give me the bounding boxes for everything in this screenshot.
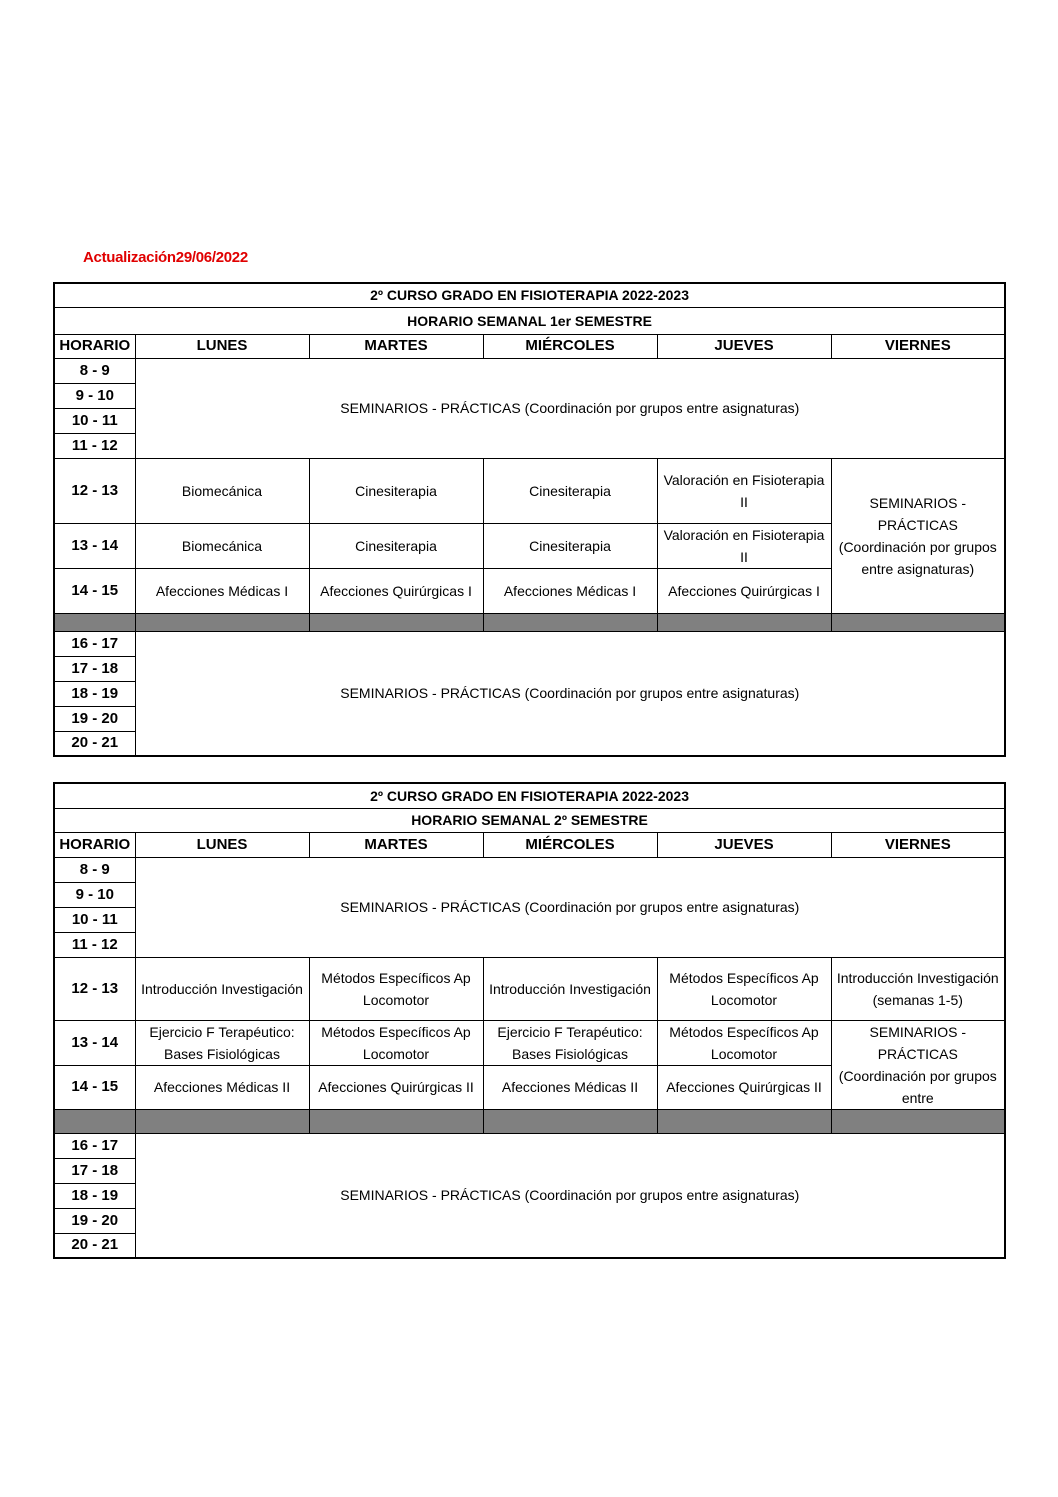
class-cell: Ejercicio F Terapéutico: Bases Fisiológicas [483,1020,657,1066]
class-cell: Introducción Investigación [483,957,657,1020]
lunch-separator [54,1109,135,1133]
header-martes: MARTES [309,832,483,857]
seminar-block-afternoon: SEMINARIOS - PRÁCTICAS (Coordinación por grupos entre asignaturas) [135,631,1005,756]
lunch-separator [831,613,1005,631]
hour-cell: 20 - 21 [54,1233,135,1258]
header-horario: HORARIO [54,832,135,857]
header-viernes: VIERNES [831,334,1005,358]
class-cell: Métodos Específicos Ap Locomotor [657,1020,831,1066]
class-cell: Cinesiterapia [309,523,483,568]
table-subtitle: HORARIO SEMANAL 2º SEMESTRE [54,808,1005,832]
class-cell: Cinesiterapia [483,523,657,568]
header-jueves: JUEVES [657,832,831,857]
class-cell: Cinesiterapia [309,458,483,523]
seminar-block-morning: SEMINARIOS - PRÁCTICAS (Coordinación por grupos entre asignaturas) [135,857,1005,957]
class-cell: Métodos Específicos Ap Locomotor [309,957,483,1020]
table-title: 2º CURSO GRADO EN FISIOTERAPIA 2022-2023 [54,783,1005,808]
hour-cell: 19 - 20 [54,706,135,731]
lunch-separator [135,1109,309,1133]
class-cell: Afecciones Quirúrgicas I [309,568,483,613]
class-cell: Afecciones Médicas I [135,568,309,613]
class-cell: Biomecánica [135,523,309,568]
hour-cell: 18 - 19 [54,1183,135,1208]
hour-cell: 17 - 18 [54,1158,135,1183]
hour-cell: 14 - 15 [54,568,135,613]
hour-cell: 8 - 9 [54,358,135,383]
class-cell: Biomecánica [135,458,309,523]
hour-cell: 9 - 10 [54,383,135,408]
hour-cell: 11 - 12 [54,433,135,458]
hour-cell: 9 - 10 [54,882,135,907]
lunch-separator [54,613,135,631]
hour-cell: 18 - 19 [54,681,135,706]
class-cell-viernes: Introducción Investigación (semanas 1-5) [831,957,1005,1020]
class-cell: Afecciones Médicas II [483,1066,657,1110]
class-cell: Afecciones Quirúrgicas II [657,1066,831,1110]
hour-cell: 16 - 17 [54,631,135,656]
seminar-block-viernes: SEMINARIOS - PRÁCTICAS (Coordinación por grupos entre [831,1020,1005,1109]
header-miercoles: MIÉRCOLES [483,334,657,358]
lunch-separator [309,1109,483,1133]
class-cell: Ejercicio F Terapéutico: Bases Fisiológicas [135,1020,309,1066]
class-cell: Valoración en Fisioterapia II [657,523,831,568]
hour-cell: 13 - 14 [54,523,135,568]
header-lunes: LUNES [135,334,309,358]
lunch-separator [135,613,309,631]
hour-cell: 13 - 14 [54,1020,135,1066]
hour-cell: 19 - 20 [54,1208,135,1233]
header-viernes: VIERNES [831,832,1005,857]
header-jueves: JUEVES [657,334,831,358]
class-cell: Afecciones Quirúrgicas I [657,568,831,613]
class-cell: Cinesiterapia [483,458,657,523]
schedule-table-semester-2 [53,782,1006,1259]
lunch-separator [657,613,831,631]
class-cell: Introducción Investigación [135,957,309,1020]
hour-cell: 14 - 15 [54,1066,135,1110]
hour-cell: 11 - 12 [54,932,135,957]
seminar-block-viernes: SEMINARIOS - PRÁCTICAS (Coordinación por grupos entre asignaturas) [831,458,1005,613]
lunch-separator [483,613,657,631]
hour-cell: 12 - 13 [54,957,135,1020]
hour-cell: 17 - 18 [54,656,135,681]
header-lunes: LUNES [135,832,309,857]
hour-cell: 20 - 21 [54,731,135,756]
class-cell: Afecciones Médicas I [483,568,657,613]
table-subtitle: HORARIO SEMANAL 1er SEMESTRE [54,307,1005,334]
seminar-block-morning: SEMINARIOS - PRÁCTICAS (Coordinación por grupos entre asignaturas) [135,358,1005,458]
class-cell: Afecciones Quirúrgicas II [309,1066,483,1110]
class-cell: Métodos Específicos Ap Locomotor [657,957,831,1020]
header-martes: MARTES [309,334,483,358]
table-title: 2º CURSO GRADO EN FISIOTERAPIA 2022-2023 [54,283,1005,307]
hour-cell: 16 - 17 [54,1133,135,1158]
update-date-label: Actualización29/06/2022 [83,249,248,266]
header-horario: HORARIO [54,334,135,358]
schedule-table-semester-1 [53,282,1006,757]
header-miercoles: MIÉRCOLES [483,832,657,857]
class-cell: Valoración en Fisioterapia II [657,458,831,523]
hour-cell: 12 - 13 [54,458,135,523]
seminar-block-afternoon: SEMINARIOS - PRÁCTICAS (Coordinación por grupos entre asignaturas) [135,1133,1005,1258]
hour-cell: 10 - 11 [54,408,135,433]
class-cell: Afecciones Médicas II [135,1066,309,1110]
lunch-separator [657,1109,831,1133]
lunch-separator [309,613,483,631]
lunch-separator [483,1109,657,1133]
lunch-separator [831,1109,1005,1133]
hour-cell: 10 - 11 [54,907,135,932]
hour-cell: 8 - 9 [54,857,135,882]
class-cell: Métodos Específicos Ap Locomotor [309,1020,483,1066]
